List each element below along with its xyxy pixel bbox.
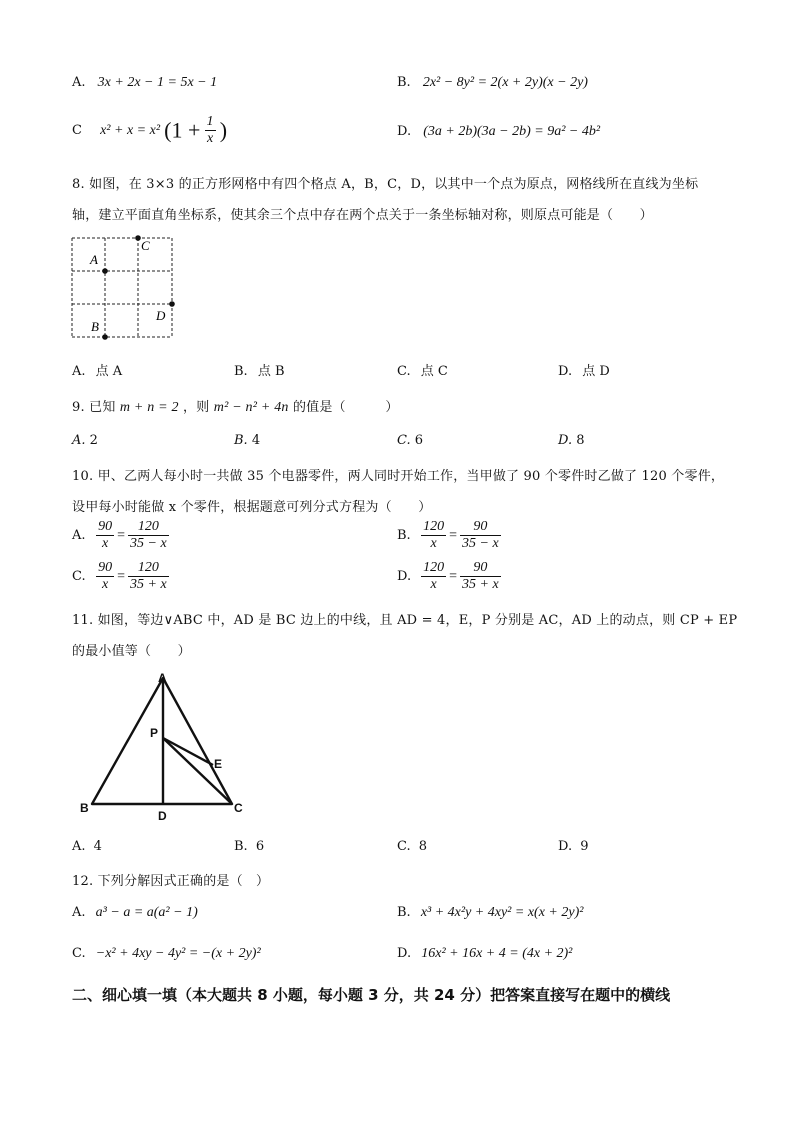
q10-b-left-num: 120 (423, 519, 445, 534)
q8-stem-line2: 轴，建立平面直角坐标系，使其余三个点中存在两个点关于一条坐标轴对称，则原点可能是（ ） (72, 208, 653, 223)
q7-option-c (72, 114, 227, 147)
q7-option-d-expr: (3a + 2b)(3a − 2b) = 9a² − 4b² (423, 124, 601, 139)
q12-option-c (72, 946, 261, 962)
q10-c-left-num: 90 (98, 560, 113, 575)
grid-label-d: D (156, 308, 166, 323)
q10-b-right-num: 90 (460, 519, 501, 536)
q10-d-left-num: 120 (423, 560, 445, 575)
q8-option-d (558, 360, 610, 379)
q9-option-c (397, 433, 423, 448)
grid-label-b: B (91, 319, 99, 334)
q10-d-right-den: 35 + x (462, 577, 499, 592)
q12-option-a-label: A. (72, 905, 86, 920)
grid-point-c (135, 235, 141, 241)
q9-option-c-text: 6 (414, 433, 424, 448)
q10-option-d: D. $\frac{120}{x}$ = $\frac{90}{35 + x}$ (397, 560, 499, 592)
q10-option-c-left-frac (96, 560, 114, 593)
q7-option-b-expr: 2x² − 8y² = 2(x + 2y)(x − 2y) (422, 75, 588, 90)
q7-option-c-frac (205, 114, 216, 147)
q12-option-c-expr: −x² + 4xy − 4y² = −(x + 2y)² (95, 946, 261, 961)
q12-option-b-expr: x³ + 4x²y + 4xy² = x(x + 2y)² (420, 905, 584, 920)
grid-label-c: C (141, 238, 150, 253)
q10-option-d-right-frac (460, 560, 501, 593)
q12-option-a-expr: a³ − a = a(a² − 1) (95, 905, 198, 920)
q9-option-a-label: A. (72, 433, 86, 448)
q9-stem-mid: ，则 (183, 400, 210, 415)
q9-option-a (72, 433, 98, 448)
q11-option-c-label: C. (397, 839, 411, 854)
q10-option-c-label: C. (72, 569, 86, 584)
q8-option-c (397, 360, 448, 379)
grid-point-d (169, 301, 175, 307)
q7-option-a-label: A. (72, 75, 86, 90)
q9-condition: m + n = 2 (119, 400, 179, 415)
q7-option-a (72, 75, 217, 91)
q10-option-b-left-frac (421, 519, 446, 552)
q10-a-left-den: x (102, 536, 109, 551)
q9-option-d (558, 433, 585, 448)
q7-option-c-label: C (72, 123, 82, 138)
q7-option-d-label: D. (397, 124, 412, 139)
grid-label-a: A (90, 252, 98, 267)
q8-option-c-text: 点 C (420, 364, 448, 379)
q12-option-d (397, 946, 572, 962)
q11-option-d (558, 839, 589, 854)
q8-grid-figure (60, 228, 190, 346)
q11-triangle-figure (72, 668, 252, 830)
q8-option-b-label: B. (234, 364, 248, 379)
q9-option-b (234, 433, 260, 448)
q11-option-a-label: A. (72, 839, 86, 854)
q11-option-b-label: B. (234, 839, 248, 854)
q7-option-b-label: B. (397, 75, 411, 90)
q11-stem-line2: 的最小值等（ ） (72, 644, 191, 659)
q9-option-d-text: 8 (576, 433, 585, 448)
q10-a-right-num: 120 (128, 519, 169, 536)
q10-stem-line1: 10. 甲、乙两人每小时一共做 35 个电器零件，两人同时开始工作，当甲做了 90 个零件时乙做了 120 个零件， (72, 469, 725, 484)
q8-option-a (72, 360, 122, 379)
q11-option-a (72, 839, 102, 854)
q10-option-a: A. $\frac{90}{x}$ = $\frac{120}{35 - x}$ (72, 519, 167, 551)
q9-option-c-label: C. (397, 433, 411, 448)
q10-option-b-right-frac (460, 519, 501, 552)
q10-option-a-label: A. (72, 528, 86, 543)
q12-option-a (72, 905, 198, 921)
q10-b-right-den: 35 − x (462, 536, 499, 551)
q12-option-b (397, 905, 583, 921)
fig-label-a: A (158, 671, 167, 685)
q10-c-left-den: x (102, 577, 109, 592)
q11-option-b-text: 6 (255, 839, 265, 854)
q12-option-d-expr: 16x² + 16x + 4 = (4x + 2)² (421, 946, 573, 961)
q11-option-a-text: 4 (93, 839, 102, 854)
q12-option-b-label: B. (397, 905, 411, 920)
q9-stem-suffix: 的值是（ ） (292, 400, 399, 415)
q8-stem-line1: 8. 如图，在 3×3 的正方形网格中有四个格点 A，B，C，D，以其中一个点为原点，网格线所在直线为坐标 (72, 177, 699, 192)
grid-point-b (102, 334, 108, 340)
q9-stem-prefix: 9. 已知 (72, 400, 116, 415)
q8-option-d-text: 点 D (582, 364, 610, 379)
q10-option-d-label: D. (397, 569, 412, 584)
fig-label-d: D (158, 809, 167, 823)
q8-option-c-label: C. (397, 364, 411, 379)
q10-option-b: B. $\frac{120}{x}$ = $\frac{90}{35 - x}$ (397, 519, 499, 551)
q7-option-c-left: x² + x = x² (100, 122, 161, 138)
q11-option-d-label: D. (558, 839, 573, 854)
q7-option-c-paren-open: (1 + (164, 117, 201, 143)
q10-option-a-right-frac (128, 519, 169, 552)
q7-option-d (397, 124, 600, 140)
q10-option-a-left-frac (96, 519, 114, 552)
q8-option-b (234, 360, 285, 379)
q10-a-right-den: 35 − x (130, 536, 167, 551)
q9-option-a-text: 2 (89, 433, 98, 448)
q12-stem: 12. 下列分解因式正确的是（ ） (72, 874, 270, 889)
q11-stem-line1: 11. 如图，等边∨ABC 中，AD 是 BC 边上的中线，且 AD = 4，E，P 分别是 AC，AD 上的动点，则 CP + EP (72, 613, 738, 628)
q9-expression: m² − n² + 4n (213, 400, 289, 415)
q12-option-d-label: D. (397, 946, 412, 961)
fig-label-e: E (214, 757, 223, 771)
fig-label-p: P (150, 726, 159, 740)
q11-option-c (397, 839, 427, 854)
fig-label-b: B (80, 801, 89, 815)
q10-option-b-label: B. (397, 528, 411, 543)
q10-d-right-num: 90 (460, 560, 501, 577)
q10-option-d-left-frac (421, 560, 446, 593)
q10-stem-line2: 设甲每小时能做 x 个零件，根据题意可列分式方程为（ ） (72, 500, 432, 515)
q10-d-left-den: x (430, 577, 437, 592)
q9-option-b-text: 4 (251, 433, 261, 448)
q10-option-c: C. $\frac{90}{x}$ = $\frac{120}{35 + x}$ (72, 560, 167, 592)
q7-option-b (397, 75, 588, 91)
q10-c-right-num: 120 (128, 560, 169, 577)
q11-option-d-text: 9 (580, 839, 589, 854)
q9-stem (72, 396, 399, 416)
q7-option-c-frac-den: x (206, 131, 214, 146)
q10-b-left-den: x (430, 536, 437, 551)
q12-option-c-label: C. (72, 946, 86, 961)
q9-option-b-label: B. (234, 433, 248, 448)
q8-option-b-text: 点 B (257, 364, 285, 379)
q7-option-c-paren-close: ) (219, 117, 228, 143)
q10-c-right-den: 35 + x (130, 577, 167, 592)
q10-a-left-num: 90 (98, 519, 113, 534)
q11-option-b (234, 839, 264, 854)
q7-option-a-expr: 3x + 2x − 1 = 5x − 1 (97, 75, 218, 90)
grid-point-a (102, 268, 108, 274)
q7-option-c-frac-num: 1 (206, 114, 214, 129)
q11-option-c-text: 8 (418, 839, 428, 854)
q8-option-a-text: 点 A (95, 364, 123, 379)
q8-option-d-label: D. (558, 364, 573, 379)
q8-option-a-label: A. (72, 364, 86, 379)
q9-option-d-label: D. (558, 433, 573, 448)
q10-option-c-right-frac (128, 560, 169, 593)
section-2-heading: 二、细心填一填（本大题共 8 小题，每小题 3 分，共 24 分）把答案直接写在题中的横线 (72, 986, 671, 1004)
fig-label-c: C (234, 801, 243, 815)
